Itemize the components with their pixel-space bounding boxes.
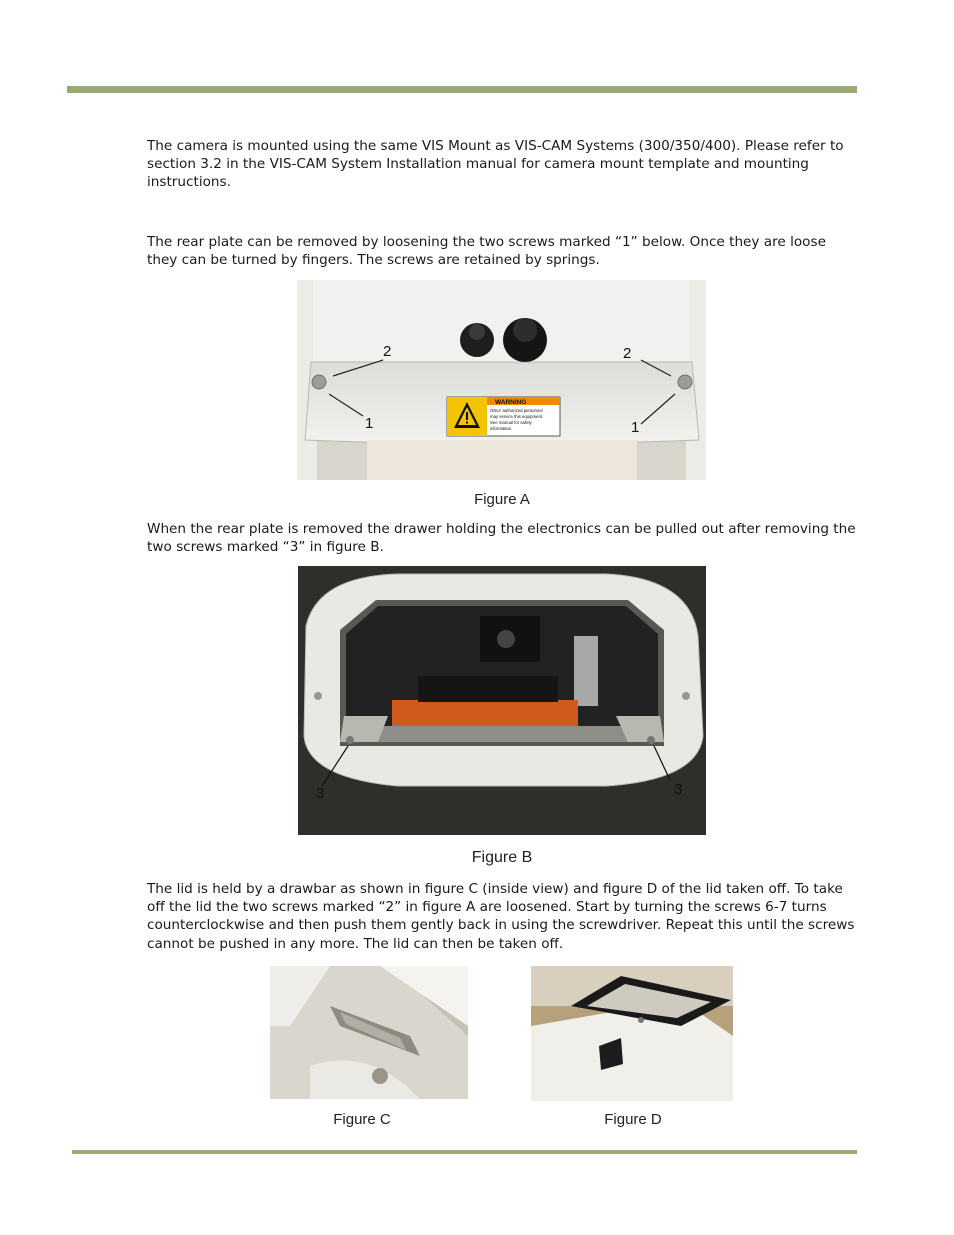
warning-title: WARNING [495,399,527,406]
warning-line3: See manual for safety [490,420,532,425]
paragraph-lid: The lid is held by a drawbar as shown in figure C (inside view) and figure D of the lid taken off. To take off the lid the two screws marked “2” in figure A are loosened. Start by turning the screws 6-7 turns counterclockwise and then push them gently back in using the screwdriver. Repeat this until the screws cannot be pushed in any more. The lid can then be taken off. [147,881,855,952]
figure-b-label-3-left: 3 [316,785,325,802]
figure-a-label-2-right: 2 [623,345,632,362]
warning-line4: information. [490,426,513,431]
figure-a-label-1-left: 1 [365,415,374,432]
paragraph-mount: The camera is mounted using the same VIS Mount as VIS-CAM Systems (300/350/400). Please refer to section 3.2 in the VIS-CAM System Installation manual for camera mount template and mounting instructions. [147,138,844,191]
top-rule [67,86,857,93]
figure-b-caption: Figure B [471,849,533,866]
figure-c-caption: Figure C [333,1111,391,1128]
figure-a-label-1-right: 1 [631,419,640,436]
figure-c-photo [270,966,468,1099]
paragraph-drawer: When the rear plate is removed the drawer holding the electronics can be pulled out after removing the two screws marked “3” in figure B. [147,521,856,556]
paragraph-rear-plate: The rear plate can be removed by loosening the two screws marked “1” below. Once they are loose they can be turned by fingers. The screws are retained by springs. [147,234,826,269]
figure-d-photo [531,966,733,1101]
figure-b-photo [298,566,706,835]
warning-line2: may service this equipment. [490,414,544,419]
figure-a-caption: Figure A [474,491,530,508]
warning-label [447,397,560,436]
warning-line1: ONLY authorized personnel [490,408,543,413]
figure-a-photo [297,280,706,480]
figure-b-label-3-right: 3 [674,781,683,798]
figure-a-label-2-left: 2 [383,343,392,360]
figure-d-caption: Figure D [604,1111,662,1128]
bottom-rule [72,1150,857,1154]
